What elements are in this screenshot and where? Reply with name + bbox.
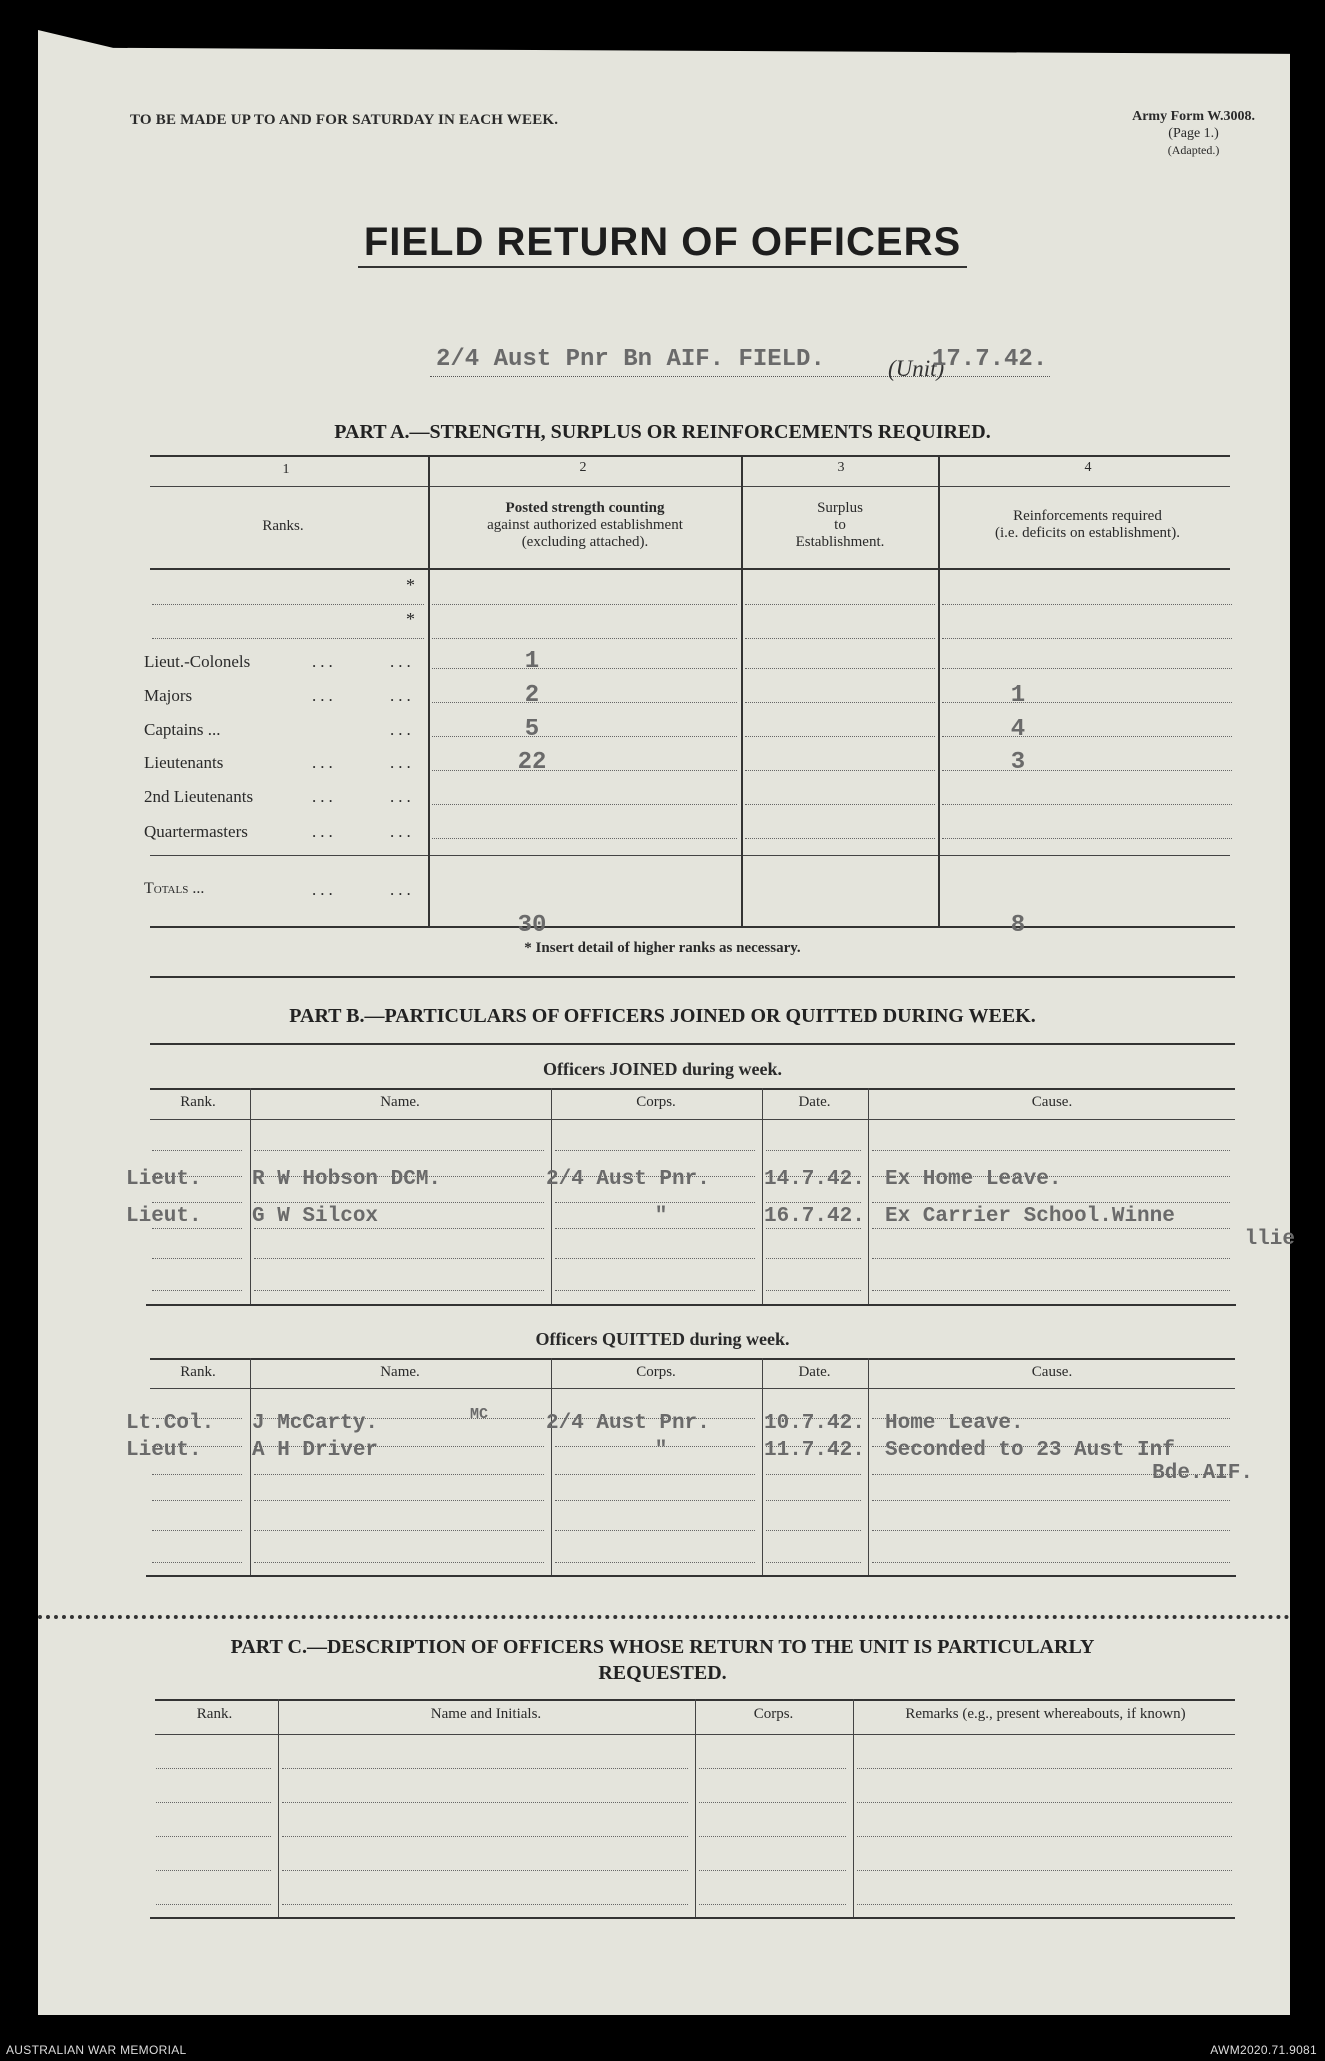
perforation-line [38,1615,1290,1619]
column-rule [278,1699,279,1917]
column-rule [695,1699,696,1917]
dotted-rule [156,1836,271,1837]
dotted-rule [766,1474,861,1475]
dotted-rule [282,1870,688,1871]
dotted-rule [254,1500,544,1501]
column-header: Cause. [1031,1364,1073,1380]
column-header: Date. [798,1364,831,1380]
dotted-rule [872,1290,1230,1291]
column-header: Name and Initials. [430,1706,542,1722]
dotted-rule [156,1870,271,1871]
leader-dots: ... [390,880,415,899]
reinforcements-required: 3 [1010,749,1026,776]
posted-strength: 22 [517,749,547,776]
dotted-rule [254,1228,544,1229]
rank-label: Majors [144,686,193,705]
dotted-rule [152,1258,242,1259]
totals-posted: 30 [517,912,547,939]
dotted-rule [766,1530,861,1531]
totals-label: Totals ... [144,880,205,897]
dotted-rule [555,1500,755,1501]
dotted-rule [254,1562,544,1563]
posted-strength: 1 [524,648,540,675]
dotted-rule [254,1258,544,1259]
event-cause-cont: llie [1244,1228,1295,1251]
column-rule [762,1088,763,1304]
dotted-rule [745,838,935,839]
column-header: Corps. [636,1094,676,1110]
officer-corps: 2/4 Aust Pnr. [546,1168,710,1191]
officer-corps: 2/4 Aust Pnr. [546,1412,710,1435]
column-header: Date. [798,1094,831,1110]
dotted-rule [699,1836,846,1837]
leader-dots: ... [390,787,415,806]
column-header: Rank. [180,1094,216,1110]
rank-label: Lieutenants [144,753,224,772]
dotted-rule [282,1768,688,1769]
column-header: Cause. [1031,1094,1073,1110]
reinforcements-required: 1 [1010,682,1026,709]
dotted-rule [254,1530,544,1531]
column-header: Remarks (e.g., present whereabouts, if known) [905,1706,1186,1722]
column-header: Name. [380,1094,420,1110]
dotted-rule [555,1530,755,1531]
dotted-rule [699,1802,846,1803]
officer-name: R W Hobson DCM. [252,1168,442,1191]
dotted-rule [872,1562,1230,1563]
dotted-rule [745,604,935,605]
dotted-rule [432,604,737,605]
dotted-rule [152,1500,242,1501]
dotted-rule [942,838,1232,839]
dotted-rule [699,1768,846,1769]
column-rule [250,1358,251,1575]
officer-name: G W Silcox [252,1205,379,1228]
column-rule [762,1358,763,1575]
leader-dots: ... [312,787,337,806]
dotted-rule [152,1202,242,1203]
dotted-rule [432,668,737,669]
dotted-rule [432,838,737,839]
part-c-title-cont: REQUESTED. [598,1662,727,1684]
part-c-title: PART C.—DESCRIPTION OF OFFICERS WHOSE RETURN TO THE UNIT IS PARTICULARLY [230,1636,1095,1658]
column-header: Rank. [196,1706,233,1722]
dotted-rule [745,770,935,771]
dotted-rule [699,1904,846,1905]
event-cause: Ex Carrier School.Winne [885,1205,1175,1228]
form-number-block [1132,108,1255,159]
col-number-1: 1 [282,462,290,477]
column-rule [250,1088,251,1304]
dotted-rule [745,668,935,669]
dotted-rule [254,1290,544,1291]
dotted-rule [745,736,935,737]
leader-dots: ... [390,822,415,841]
reinforcements-header: Reinforcements required (i.e. deficits on establishment). [995,508,1180,541]
dotted-rule [555,1150,755,1151]
posted-header: Posted strength counting against authorized establishment (excluding attached). [487,500,683,550]
dotted-rule [156,1768,271,1769]
dotted-rule [766,1258,861,1259]
dotted-rule [432,638,737,639]
decoration-abbrev: MC [470,1406,489,1423]
officer-rank: Lieut. [126,1168,202,1191]
reinforcements-required: 4 [1010,716,1026,743]
officer-rank: Lt.Col. [126,1412,215,1435]
dotted-rule [254,1474,544,1475]
ranks-header: Ranks. [262,518,304,534]
rank-label: Lieut.-Colonels [144,652,251,671]
dotted-rule [766,1202,861,1203]
star-marker: * [406,575,415,595]
leader-dots: ... [312,652,337,671]
event-date: 14.7.42. [764,1168,865,1191]
joined-title: Officers JOINED during week. [543,1059,782,1079]
event-cause: Ex Home Leave. [885,1168,1062,1191]
dotted-rule [766,1228,861,1229]
dotted-rule [872,1530,1230,1531]
dotted-rule [254,1150,544,1151]
column-rule [868,1088,869,1304]
rank-label: Quartermasters [144,822,248,841]
dotted-rule [857,1870,1232,1871]
page-title: FIELD RETURN OF OFFICERS [0,220,1325,265]
dotted-rule [766,1150,861,1151]
column-header: Corps. [753,1706,794,1722]
leader-dots: ... [390,753,415,772]
dotted-rule [699,1870,846,1871]
event-cause-cont: Bde.AIF. [1152,1462,1253,1485]
leader-dots: ... [312,686,337,705]
dotted-rule [156,1802,271,1803]
dotted-rule [432,702,737,703]
dotted-rule [857,1802,1232,1803]
dotted-rule [555,1258,755,1259]
column-rule [551,1358,552,1575]
rank-label: Captains ... [144,720,221,739]
star-marker: * [406,609,415,629]
dotted-rule [857,1836,1232,1837]
officer-rank: Lieut. [126,1439,202,1462]
column-header: Rank. [180,1364,216,1380]
dotted-rule [745,638,935,639]
dotted-rule [156,1904,271,1905]
event-date: 10.7.42. [764,1412,865,1435]
event-date: 11.7.42. [764,1439,865,1462]
dotted-rule [872,1228,1230,1229]
leader-dots: ... [390,652,415,671]
dotted-rule [282,1802,688,1803]
dotted-rule [766,1562,861,1563]
dotted-rule [254,1202,544,1203]
form-number: Army Form W.3008. [1132,109,1255,124]
footer-accession: AWM2020.71.9081 [1210,2043,1317,2057]
dotted-rule [766,1500,861,1501]
dotted-rule [857,1768,1232,1769]
page-number: (Page 1.) [1168,126,1219,141]
dotted-rule [745,702,935,703]
dotted-rule [555,1562,755,1563]
leader-dots: ... [390,720,415,739]
header-instruction: TO BE MADE UP TO AND FOR SATURDAY IN EACH WEEK. [130,112,559,128]
dotted-rule [152,1562,242,1563]
part-b-title: PART B.—PARTICULARS OF OFFICERS JOINED OR QUITTED DURING WEEK. [289,1005,1036,1027]
dotted-rule [555,1202,755,1203]
return-date: 17.7.42. [932,346,1048,373]
dotted-rule [555,1228,755,1229]
dotted-rule [766,1290,861,1291]
column-rule [551,1088,552,1304]
dotted-rule [942,638,1232,639]
dotted-rule [282,1904,688,1905]
leader-dots: ... [390,686,415,705]
dotted-rule [432,770,737,771]
footnote: * Insert detail of higher ranks as necessary. [524,940,801,956]
dotted-rule [872,1500,1230,1501]
dotted-rule [152,1530,242,1531]
dotted-rule [282,1836,688,1837]
dotted-rule [872,1258,1230,1259]
col-number-2: 2 [579,460,587,475]
event-cause: Seconded to 23 Aust Inf [885,1439,1175,1462]
col-number-4: 4 [1084,460,1092,475]
dotted-rule [432,736,737,737]
col-number-3: 3 [837,460,845,475]
leader-dots: ... [312,753,337,772]
dotted-rule [152,1150,242,1151]
unit-label: (Unit) [888,356,945,381]
dotted-rule [152,1474,242,1475]
unit-value: 2/4 Aust Pnr Bn AIF. FIELD. [436,346,825,373]
column-header: Name. [380,1364,420,1380]
dotted-rule [152,1228,242,1229]
dotted-rule [857,1904,1232,1905]
officer-corps: " [654,1439,668,1462]
dotted-rule [555,1290,755,1291]
column-header: Corps. [636,1364,676,1380]
posted-strength: 2 [524,682,540,709]
dotted-rule [872,1202,1230,1203]
dotted-rule [152,1290,242,1291]
dotted-rule [745,804,935,805]
rank-label: 2nd Lieutenants [144,787,254,806]
officer-corps: " [654,1205,668,1228]
totals-reinforcements: 8 [1010,912,1026,939]
dotted-rule [942,804,1232,805]
surplus-header: Surplus to Establishment. [795,500,885,550]
posted-strength: 5 [524,716,540,743]
dotted-rule [872,1150,1230,1151]
dotted-rule [555,1474,755,1475]
leader-dots: ... [312,880,337,899]
adapted-note: (Adapted.) [1167,143,1220,157]
officer-name: J McCarty. [252,1412,379,1435]
dotted-rule [432,804,737,805]
part-a-top-rule [150,455,1230,457]
dotted-rule [942,668,1232,669]
event-cause: Home Leave. [885,1412,1024,1435]
column-rule [853,1699,854,1917]
part-a-title: PART A.—STRENGTH, SURPLUS OR REINFORCEMENTS REQUIRED. [334,421,991,443]
dotted-rule [942,604,1232,605]
leader-dots: ... [312,822,337,841]
quitted-title: Officers QUITTED during week. [535,1329,790,1349]
footer-credit: AUSTRALIAN WAR MEMORIAL [6,2043,187,2057]
officer-rank: Lieut. [126,1205,202,1228]
event-date: 16.7.42. [764,1205,865,1228]
officer-name: A H Driver [252,1439,379,1462]
column-rule [868,1358,869,1575]
